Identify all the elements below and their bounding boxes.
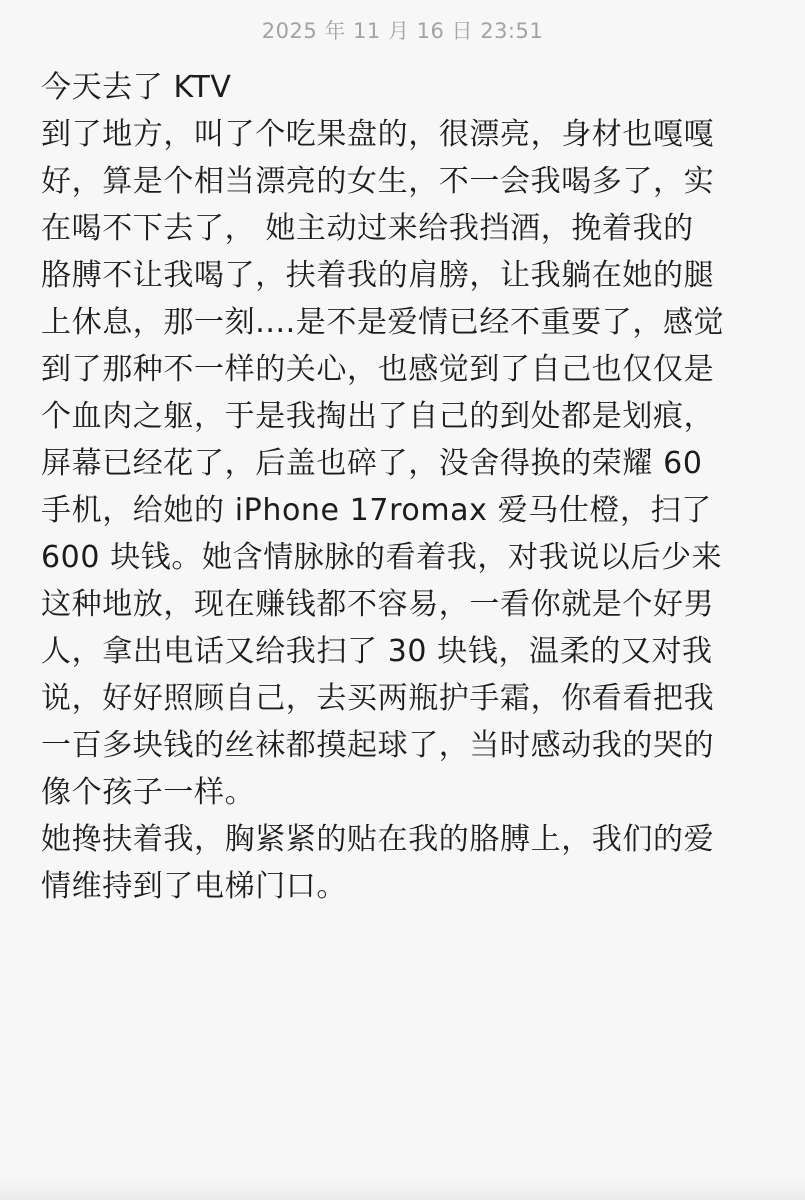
- note-line: 到了那种不一样的关心，也感觉到了自己也仅仅是: [41, 352, 715, 387]
- note-line: 胳膊不让我喝了，扶着我的肩膀，让我躺在她的腿: [41, 258, 715, 293]
- note-line: 像个孩子一样。: [41, 775, 256, 810]
- note-line: 个血肉之躯，于是我掏出了自己的到处都是划痕，: [41, 399, 715, 434]
- note-line: 屏幕已经花了，后盖也碎了，没舍得换的荣耀 60: [41, 446, 703, 481]
- note-line: 情维持到了电梯门口。: [41, 869, 347, 904]
- note-line: 说，好好照顾自己，去买两瓶护手霜，你看看把我: [41, 681, 715, 716]
- note-line: 在喝不下去了， 她主动过来给我挡酒，挽着我的: [41, 211, 694, 246]
- bottom-fade: [0, 1174, 805, 1200]
- note-text-body[interactable]: [41, 64, 776, 910]
- note-line: 上休息，那一刻....是不是爱情已经不重要了，感觉: [41, 305, 725, 340]
- note-line: 好，算是个相当漂亮的女生，不一会我喝多了，实: [41, 164, 715, 199]
- note-line: 600 块钱。她含情脉脉的看着我，对我说以后少来: [41, 540, 723, 575]
- note-line: 一百多块钱的丝袜都摸起球了，当时感动我的哭的: [41, 728, 715, 763]
- note-timestamp: 2025 年 11 月 16 日 23:51: [261, 19, 544, 43]
- note-line: 她搀扶着我，胸紧紧的贴在我的胳膊上，我们的爱: [41, 822, 715, 857]
- note-line: 到了地方，叫了个吃果盘的，很漂亮，身材也嘎嘎: [41, 117, 715, 152]
- note-line: 人，拿出电话又给我扫了 30 块钱，温柔的又对我: [41, 634, 713, 669]
- note-line: 今天去了 KTV: [41, 70, 232, 105]
- note-line: 手机，给她的 iPhone 17romax 爱马仕橙，扫了: [41, 493, 712, 528]
- note-line: 这种地放，现在赚钱都不容易，一看你就是个好男: [41, 587, 715, 622]
